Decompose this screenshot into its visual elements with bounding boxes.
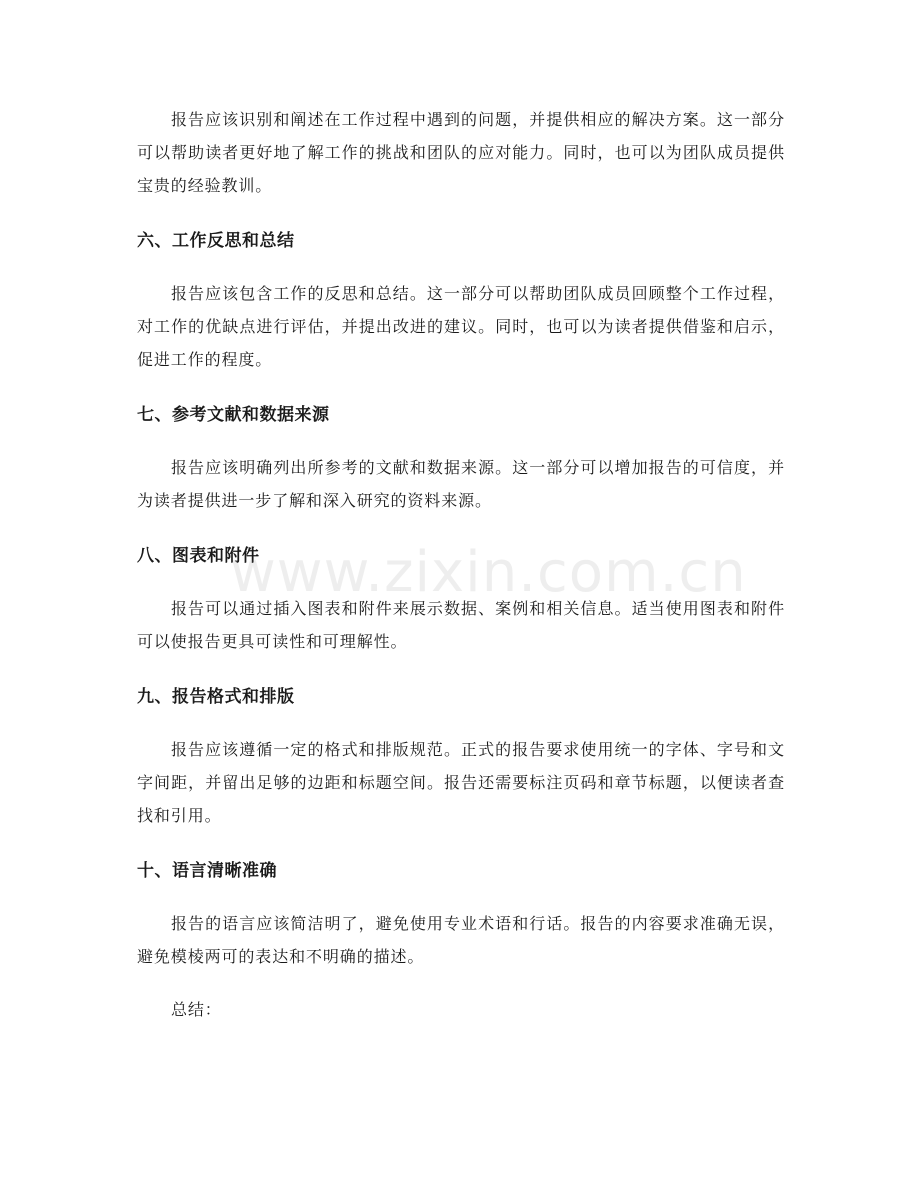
paragraph-charts: 报告可以通过插入图表和附件来展示数据、案例和相关信息。适当使用图表和附件可以使报告更具可读性和可理解性。 (137, 599, 785, 651)
paragraph-language: 报告的语言应该简洁明了，避免使用专业术语和行话。报告的内容要求准确无误，避免模棱两可的表达和不明确的描述。 (137, 914, 785, 966)
summary-label: 总结： (171, 1000, 222, 1019)
document-body (137, 103, 785, 1026)
heading-reflection: 六、工作反思和总结 (137, 231, 295, 251)
heading-references: 七、参考文献和数据来源 (137, 405, 330, 425)
heading-charts: 八、图表和附件 (137, 546, 260, 566)
paragraph-reflection: 报告应该包含工作的反思和总结。这一部分可以帮助团队成员回顾整个工作过程，对工作的优缺点进行评估，并提出改进的建议。同时，也可以为读者提供借鉴和启示，促进工作的程度。 (137, 284, 785, 369)
paragraph-problems: 报告应该识别和阐述在工作过程中遇到的问题，并提供相应的解决方案。这一部分可以帮助读者更好地了解工作的挑战和团队的应对能力。同时，也可以为团队成员提供宝贵的经验教训。 (137, 110, 785, 195)
heading-format: 九、报告格式和排版 (137, 687, 295, 707)
paragraph-format: 报告应该遵循一定的格式和排版规范。正式的报告要求使用统一的字体、字号和文字间距，并留出足够的边距和标题空间。报告还需要标注页码和章节标题，以便读者查找和引用。 (137, 740, 785, 825)
watermark: www.zixin.com.cn (230, 540, 747, 605)
paragraph-references: 报告应该明确列出所参考的文献和数据来源。这一部分可以增加报告的可信度，并为读者提供进一步了解和深入研究的资料来源。 (137, 458, 785, 510)
heading-language: 十、语言清晰准确 (137, 861, 277, 881)
